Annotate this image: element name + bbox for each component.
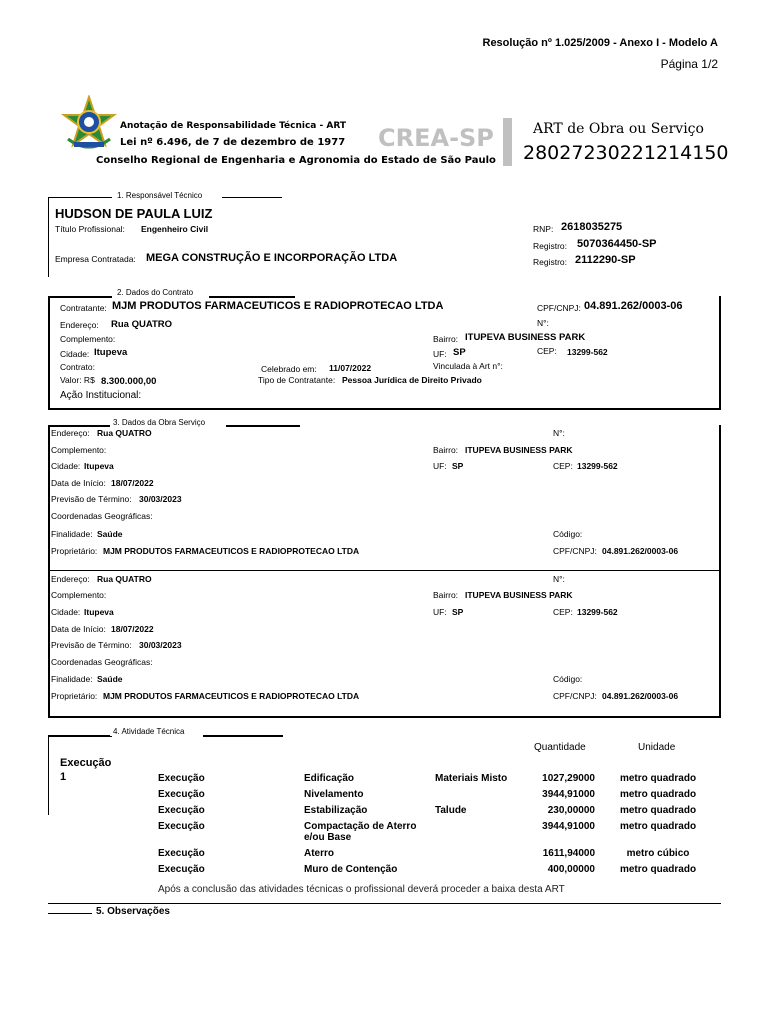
obra-endereco-value: Rua QUATRO	[97, 428, 152, 438]
sec5-top-rule	[48, 903, 721, 904]
obra-proprietario-label: Proprietário:	[51, 691, 98, 701]
obra-cpf-label: CPF/CNPJ:	[553, 546, 597, 556]
obra-termino-value: 30/03/2023	[139, 494, 182, 504]
obra-termino-label: Previsão de Término:	[51, 640, 132, 650]
atividade-extra: Talude	[435, 805, 467, 816]
sec4-rule-right	[203, 735, 283, 737]
obra-bairro-value: ITUPEVA BUSINESS PARK	[465, 445, 573, 455]
obra-proprietario-label: Proprietário:	[51, 546, 98, 556]
art-label: ART de Obra ou Serviço	[533, 121, 704, 137]
header-divider	[503, 118, 512, 166]
vinculada-label: Vinculada à Art n°:	[433, 361, 503, 371]
obra-finalidade-label: Finalidade:	[51, 674, 93, 684]
obra-endereco-label: Endereço:	[51, 428, 90, 438]
contrato-label: Contrato:	[60, 362, 95, 372]
sec4-title: 4. Atividade Técnica	[110, 727, 187, 736]
sec1-rule-right	[222, 197, 282, 198]
rnp-label: RNP:	[533, 224, 554, 234]
contrato-complemento-label: Complemento:	[60, 334, 116, 344]
obra-coord-label: Coordenadas Geográficas:	[51, 511, 153, 521]
obra-endereco-value: Rua QUATRO	[97, 574, 152, 584]
contratante-value: MJM PRODUTOS FARMACEUTICOS E RADIOPROTECAO LTDA	[112, 300, 444, 312]
registro1-value: 5070364450-SP	[577, 238, 657, 250]
obra-codigo-label: Código:	[553, 529, 583, 539]
contrato-n-label: N°:	[537, 318, 549, 328]
obra-uf-value: SP	[452, 461, 464, 471]
obra-cidade-value: Itupeva	[84, 607, 114, 617]
obra-proprietario-value: MJM PRODUTOS FARMACEUTICOS E RADIOPROTECAO LTDA	[103, 546, 360, 556]
valor-value: 8.300.000,00	[101, 376, 157, 387]
obra-termino-value: 30/03/2023	[139, 640, 182, 650]
atividade-tipo: Execução	[158, 821, 205, 832]
resolucao-text: Resolução nº 1.025/2009 - Anexo I - Modelo A	[482, 37, 718, 49]
atividade-nome: Estabilização	[304, 805, 368, 816]
header-title-line3: Conselho Regional de Engenharia e Agronomia do Estado de São Paulo	[96, 155, 496, 166]
brasao-icon	[60, 95, 118, 153]
empresa-label: Empresa Contratada:	[55, 254, 136, 264]
contratante-label: Contratante:	[60, 303, 107, 313]
crea-logo-text: CREA-SP	[378, 124, 494, 152]
sec5-rule-left	[48, 913, 92, 914]
obra-inicio-label: Data de Início:	[51, 478, 106, 488]
contrato-cep-label: CEP:	[537, 346, 557, 356]
atividade-tipo: Execução	[158, 805, 205, 816]
sec3-block-divider	[48, 570, 721, 571]
sec1-border	[48, 197, 49, 277]
contrato-endereco-label: Endereço:	[60, 320, 99, 330]
atividade-quantidade: 3944,91000	[542, 821, 595, 832]
sec4-border	[48, 735, 49, 815]
header-title-line2: Lei nº 6.496, de 7 de dezembro de 1977	[120, 137, 346, 148]
obra-cpf-label: CPF/CNPJ:	[553, 691, 597, 701]
sec2-rule-right	[209, 296, 295, 298]
atividade-nome: Edificação	[304, 773, 355, 784]
sec3-title: 3. Dados da Obra Serviço	[110, 418, 208, 427]
sec3-rule-right	[226, 425, 300, 427]
empresa-value: MEGA CONSTRUÇÃO E INCORPORAÇÃO LTDA	[146, 252, 398, 264]
atividade-unidade: metro quadrado	[619, 789, 697, 800]
obra-inicio-label: Data de Início:	[51, 624, 106, 634]
atividade-quantidade: 3944,91000	[542, 789, 595, 800]
obra-n-label: N°:	[553, 428, 565, 438]
atividade-tipo: Execução	[158, 864, 205, 875]
atividade-quantidade: 230,00000	[547, 805, 595, 816]
rnp-value: 2618035275	[561, 221, 623, 233]
obra-bairro-label: Bairro:	[433, 445, 459, 455]
contrato-cep-value: 13299-562	[567, 347, 608, 357]
atividade-nome: Compactação de Aterro e/ou Base	[304, 821, 417, 843]
obra-bairro-value: ITUPEVA BUSINESS PARK	[465, 590, 573, 600]
obra-finalidade-label: Finalidade:	[51, 529, 93, 539]
obra-complemento-label: Complemento:	[51, 590, 107, 600]
obra-proprietario-value: MJM PRODUTOS FARMACEUTICOS E RADIOPROTECAO LTDA	[103, 691, 360, 701]
contrato-cpf-value: 04.891.262/0003-06	[584, 300, 683, 312]
obra-uf-label: UF:	[433, 607, 447, 617]
tipo-contratante-value: Pessoa Jurídica de Direito Privado	[342, 375, 482, 385]
unidade-header: Unidade	[638, 742, 676, 753]
atividade-unidade: metro cúbico	[626, 848, 690, 859]
titulo-label: Título Profissional:	[55, 224, 125, 234]
contrato-bairro-label: Bairro:	[433, 334, 459, 344]
obra-cep-value: 13299-562	[577, 607, 618, 617]
obra-cpf-value: 04.891.262/0003-06	[602, 546, 679, 556]
obra-n-label: N°:	[553, 574, 565, 584]
obra-finalidade-value: Saúde	[97, 529, 123, 539]
atividade-group-number: 1	[60, 771, 67, 783]
sec4-rule-left	[48, 735, 112, 737]
obra-uf-value: SP	[452, 607, 464, 617]
obra-cep-value: 13299-562	[577, 461, 618, 471]
atividade-unidade: metro quadrado	[619, 821, 697, 832]
atividade-quantidade: 1611,94000	[542, 848, 595, 859]
atividade-quantidade: 400,00000	[547, 864, 595, 875]
atividade-note: Após a conclusão das atividades técnicas o profissional deverá proceder a baixa desta ART	[158, 884, 565, 895]
obra-cidade-label: Cidade:	[51, 461, 81, 471]
obra-cidade-label: Cidade:	[51, 607, 81, 617]
obra-complemento-label: Complemento:	[51, 445, 107, 455]
art-number: 28027230221214150	[523, 142, 729, 164]
atividade-nome: Muro de Contenção	[304, 864, 398, 875]
atividade-unidade: metro quadrado	[619, 773, 697, 784]
celebrado-value: 11/07/2022	[329, 363, 372, 373]
atividade-nome: Nivelamento	[304, 789, 364, 800]
valor-label: Valor: R$	[60, 375, 95, 385]
quantidade-header: Quantidade	[534, 742, 586, 753]
atividade-tipo: Execução	[158, 773, 205, 784]
atividade-extra: Materiais Misto	[435, 773, 508, 784]
registro1-label: Registro:	[533, 241, 568, 251]
contrato-cidade-value: Itupeva	[94, 347, 128, 358]
atividade-unidade: metro quadrado	[619, 805, 697, 816]
obra-codigo-label: Código:	[553, 674, 583, 684]
sec2-rule-left	[48, 296, 112, 298]
contrato-uf-label: UF:	[433, 349, 447, 359]
obra-cep-label: CEP:	[553, 607, 573, 617]
atividade-nome: Aterro	[304, 848, 335, 859]
obra-cep-label: CEP:	[553, 461, 573, 471]
obra-inicio-value: 18/07/2022	[111, 624, 154, 634]
contrato-cpf-label: CPF/CNPJ:	[537, 303, 581, 313]
atividade-unidade: metro quadrado	[619, 864, 697, 875]
sec1-title: 1. Responsável Técnico	[114, 191, 205, 200]
atividade-quantidade: 1027,29000	[542, 773, 595, 784]
sec1-rule-left	[48, 197, 112, 198]
sec3-box	[48, 425, 721, 718]
acao-institucional-label: Ação Institucional:	[60, 390, 142, 401]
titulo-value: Engenheiro Civil	[141, 224, 209, 234]
sec3-rule-left	[48, 425, 112, 427]
sec2-title: 2. Dados do Contrato	[114, 288, 196, 297]
atividade-tipo: Execução	[158, 789, 205, 800]
contrato-endereco-value: Rua QUATRO	[111, 319, 173, 330]
responsavel-name: HUDSON DE PAULA LUIZ	[55, 206, 213, 221]
obra-endereco-label: Endereço:	[51, 574, 90, 584]
contrato-uf-value: SP	[453, 347, 466, 358]
atividade-group-label: Execução	[60, 757, 112, 769]
atividade-tipo: Execução	[158, 848, 205, 859]
registro2-value: 2112290-SP	[575, 254, 636, 266]
obra-coord-label: Coordenadas Geográficas:	[51, 657, 153, 667]
obra-inicio-value: 18/07/2022	[111, 478, 154, 488]
page-number: Página 1/2	[660, 57, 718, 71]
celebrado-label: Celebrado em:	[261, 364, 317, 374]
obra-cpf-value: 04.891.262/0003-06	[602, 691, 679, 701]
registro2-label: Registro:	[533, 257, 568, 267]
obra-termino-label: Previsão de Término:	[51, 494, 132, 504]
header-title-line1: Anotação de Responsabilidade Técnica - ART	[120, 121, 346, 131]
sec2-box	[48, 296, 721, 410]
obra-bairro-label: Bairro:	[433, 590, 459, 600]
obra-uf-label: UF:	[433, 461, 447, 471]
obra-cidade-value: Itupeva	[84, 461, 114, 471]
contrato-cidade-label: Cidade:	[60, 349, 90, 359]
obra-finalidade-value: Saúde	[97, 674, 123, 684]
sec5-title: 5. Observações	[96, 906, 170, 917]
contrato-bairro-value: ITUPEVA BUSINESS PARK	[465, 332, 586, 343]
tipo-contratante-label: Tipo de Contratante:	[258, 375, 336, 385]
